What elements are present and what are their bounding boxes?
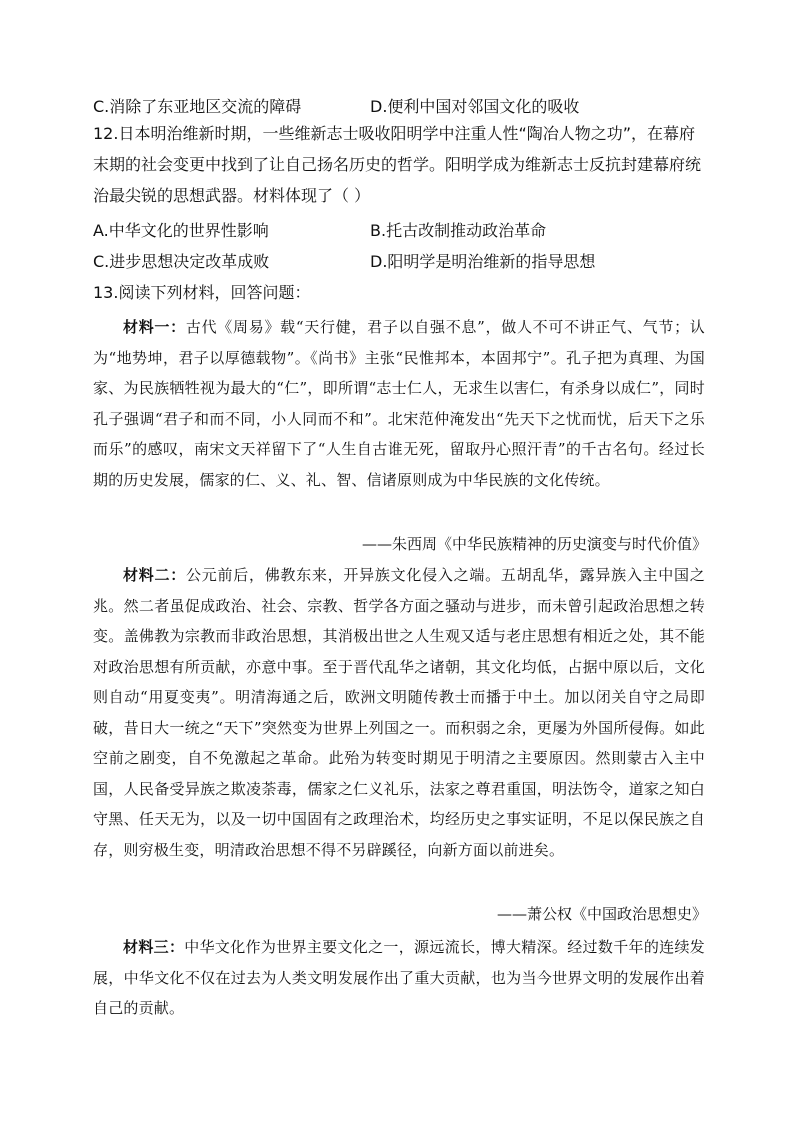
- q12-options-row-2: [93, 252, 707, 272]
- material-1-source: ——朱西周《中华民族精神的历史演变与时代价值》: [361, 535, 707, 553]
- q11-option-d[interactable]: D.便利中国对邻国文化的吸收: [370, 97, 580, 116]
- material-2: [93, 560, 705, 865]
- q12-options-row-1: [93, 221, 707, 241]
- q12-option-a[interactable]: A.中华文化的世界性影响: [93, 221, 269, 240]
- material-2-source: ——萧公权《中国政治思想史》: [496, 905, 707, 923]
- material-3-label: 材料三：: [123, 938, 185, 956]
- q11-option-c[interactable]: C.消除了东亚地区交流的障碍: [93, 97, 302, 116]
- material-1: [93, 312, 705, 495]
- material-3-text: 中华文化作为世界主要文化之一，源远流长，博大精深。经过数千年的连续发展，中华文化不仅在过去为人类文明发展作出了重大贡献，也为当今世界文明的发展作出着自己的贡献。: [93, 938, 705, 1017]
- q11-options-row: [93, 97, 707, 117]
- q12-option-c[interactable]: C.进步思想决定改革成败: [93, 252, 270, 271]
- q12-option-b[interactable]: B.托古改制推动政治革命: [370, 221, 547, 240]
- q13-stem: 13.阅读下列材料，回答问题：: [93, 283, 311, 302]
- material-2-label: 材料二：: [123, 566, 186, 584]
- material-2-text: 公元前后，佛教东来，开异族文化侵入之端。五胡乱华，露异族入主中国之兆。然二者虽促成政治、社会、宗教、哲学各方面之骚动与进步，而未曾引起政治思想之转变。盖佛教为宗教而非政治思想，其消极出世之人生观又适与老庄思想有相近之处，其不能对政治思想有所贡献，亦意中事。至于晋代乱华之诸朝，其文化均低，占据中原以后，文化则自动“用夏变夷”。明清海通之后，欧洲文明随传教士而播于中土。加以闭关自守之局即破，昔日大一统之“天下”突然变为世界上列国之一。而积弱之余，更屡为外国所侵侮。如此空前之剧变，自不免激起之革命。此殆为转变时期见于明清之主要原因。然則蒙古入主中国，人民备受异族之欺凌荼毒，儒家之仁义礼乐，法家之尊君重国，明法饬令，道家之知白守黑、任天无为，以及一切中国固有之政理治术，均经历史之事实证明，不足以保民族之自存，则穷极生变，明清政治思想不得不另辟蹊径，向新方面以前进矣。: [93, 566, 705, 859]
- material-3: [93, 932, 705, 1024]
- material-1-text: 古代《周易》载“天行健，君子以自强不息”，做人不可不讲正气、气节；认为“地势坤，君子以厚德载物”。《尚书》主张“民惟邦本，本固邦宁”。孔子把为真理、为国家、为民族牺牲视为最大的“仁”，即所谓“志士仁人，无求生以害仁，有杀身以成仁”，同时孔子强调“君子和而不同，小人同而不和”。北宋范仲淹发出“先天下之忧而忧，后天下之乐而乐”的感叹，南宋文天祥留下了“人生自古谁无死，留取丹心照汗青”的千古名句。经过长期的历史发展，儒家的仁、义、礼、智、信诸原则成为中华民族的文化传统。: [93, 318, 706, 489]
- q12-option-d[interactable]: D.阳明学是明治维新的指导思想: [370, 252, 596, 271]
- material-1-label: 材料一：: [123, 318, 186, 336]
- q12-stem: 12.日本明治维新时期，一些维新志士吸收阳明学中注重人性“陶冶人物之功”，在幕府末期的社会变更中找到了让自己扬名历史的哲学。阳明学成为维新志士反抗封建幕府统治最尖锐的思想武器。材料体现了（ ）: [93, 124, 702, 205]
